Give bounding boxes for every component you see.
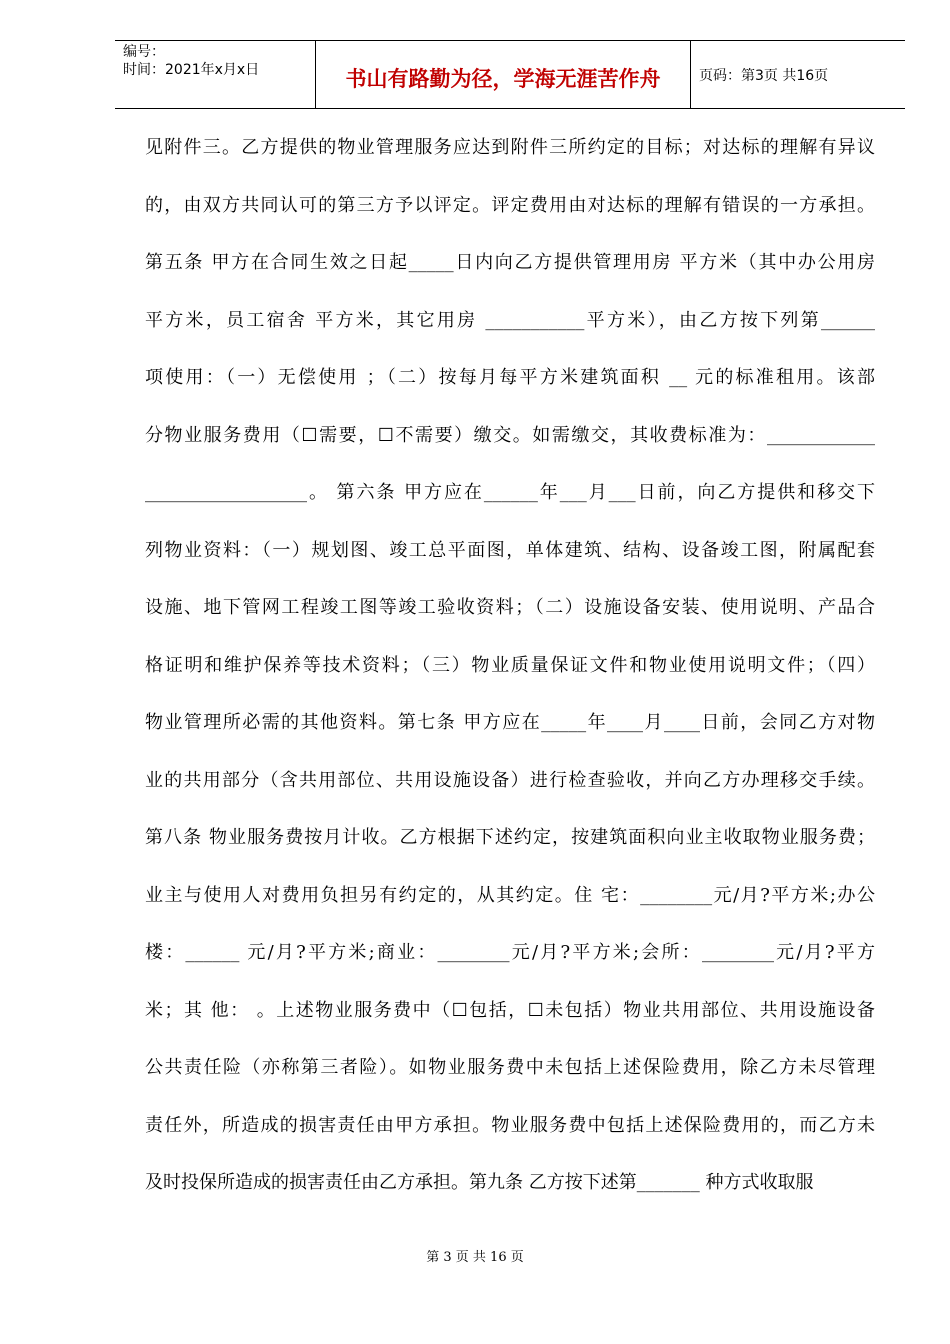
- body-line: 平方米，员工宿舍 平方米，其它用房 ___________平方米），由乙方按下列第______: [145, 309, 875, 331]
- body-line: 楼：______ 元/月?平方米;商业：________元/月?平方米;会所：________元/月?平方: [145, 942, 875, 963]
- body-line: 分物业服务费用（☐需要，☐不需要）缴交。如需缴交，其收费标准为：____________: [145, 424, 875, 446]
- header-info-cell: [115, 41, 315, 108]
- header-page-cell: [690, 41, 905, 108]
- body-line: 责任外，所造成的损害责任由甲方承担。物业服务费中包括上述保险费用的，而乙方未: [145, 1114, 875, 1136]
- document-number-label: 编号：: [123, 44, 165, 60]
- body-line: 业的共用部分（含共用部位、共用设施设备）进行检查验收，并向乙方办理移交手续。: [145, 769, 875, 791]
- document-body: [145, 128, 875, 1221]
- header-motto: 书山有路勤为径，学海无涯苦作舟: [345, 66, 661, 91]
- header-motto-cell: [315, 41, 691, 108]
- body-line: 米；其 他： 。上述物业服务费中（☐包括，☐未包括）物业共用部位、共用设施设备: [145, 999, 875, 1021]
- body-line: 物业管理所必需的其他资料。第七条 甲方应在_____年____月____日前，会同乙方对物: [145, 712, 875, 733]
- body-line: __________________。 第六条 甲方应在______年___月___日前，向乙方提供和移交下: [145, 482, 875, 503]
- body-line: 公共责任险（亦称第三者险）。如物业服务费中未包括上述保险费用，除乙方未尽管理: [145, 1057, 875, 1078]
- header-page-code: 页码：第3页 共16页: [699, 68, 829, 84]
- body-line: 格证明和维护保养等技术资料；（三）物业质量保证文件和物业使用说明文件；（四）: [145, 654, 875, 676]
- document-time-label: 时间：2021年x月x日: [123, 62, 260, 78]
- body-line: 第五条 甲方在合同生效之日起_____日内向乙方提供管理用房 平方米（其中办公用房: [145, 252, 875, 273]
- body-line: 业主与使用人对费用负担另有约定的，从其约定。住 宅：________元/月?平方米;办公: [145, 884, 875, 906]
- body-line: 列物业资料：（一）规划图、竣工总平面图，单体建筑、结构、设备竣工图，附属配套: [145, 539, 875, 561]
- body-line: 的，由双方共同认可的第三方予以评定。评定费用由对达标的理解有错误的一方承担。: [145, 194, 875, 216]
- page-footer: 第 3 页 共 16 页: [426, 1250, 524, 1265]
- body-line: 项使用：（一）无偿使用 ；（二）按每月每平方米建筑面积 __ 元的标准租用。该部: [145, 367, 875, 388]
- body-line: 见附件三。乙方提供的物业管理服务应达到附件三所约定的目标；对达标的理解有异议: [145, 137, 875, 158]
- body-line: 第八条 物业服务费按月计收。乙方根据下述约定，按建筑面积向业主收取物业服务费；: [145, 827, 875, 848]
- page-header: [115, 40, 905, 109]
- body-line: 及时投保所造成的损害责任由乙方承担。第九条 乙方按下述第_______ 种方式收取服: [145, 1172, 814, 1193]
- body-line: 设施、地下管网工程竣工图等竣工验收资料；（二）设施设备安装、使用说明、产品合: [145, 597, 875, 618]
